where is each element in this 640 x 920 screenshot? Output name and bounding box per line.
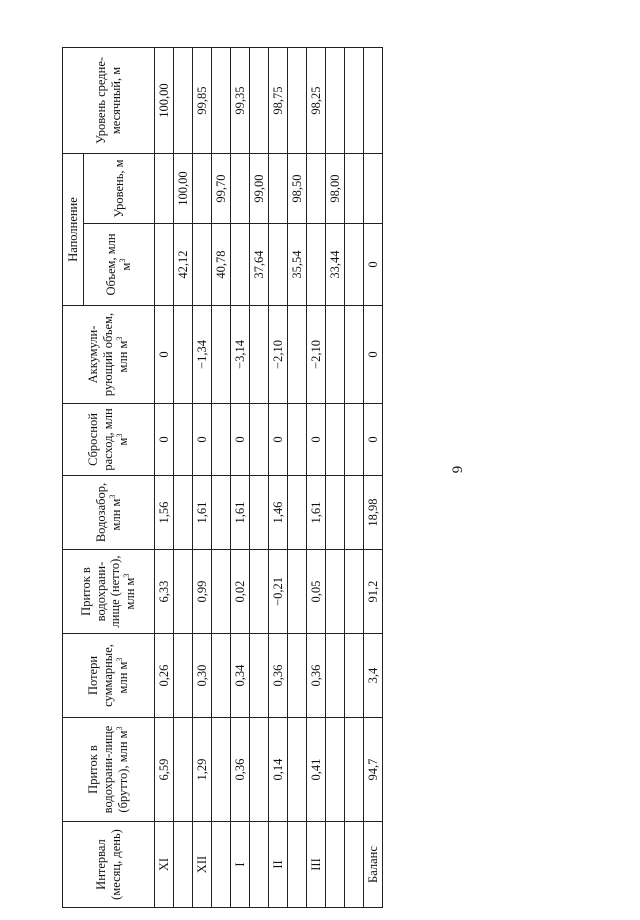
cell-volume: 40,78	[212, 224, 231, 306]
table-row	[307, 48, 326, 908]
cell-losses	[174, 634, 193, 718]
reservoir-balance-table	[62, 47, 383, 908]
header-interval: Интервал (месяц, день)	[63, 822, 155, 908]
cell-interval	[288, 822, 307, 908]
cell-accumulated: −3,14	[231, 306, 250, 404]
cell-level	[155, 154, 174, 224]
cell-volume	[155, 224, 174, 306]
header-losses: Потери суммарные, млн $м^3$	[63, 634, 155, 718]
cell-level: 100,00	[174, 154, 193, 224]
cell-accumulated	[288, 306, 307, 404]
table-row	[193, 48, 212, 908]
cell-losses: 3,4	[364, 634, 383, 718]
cell-discharge	[288, 404, 307, 476]
cell-level: 98,50	[288, 154, 307, 224]
cell-withdrawal: 1,61	[307, 476, 326, 550]
cell-accumulated	[174, 306, 193, 404]
table-row	[364, 48, 383, 908]
cell-inflow-gross	[250, 718, 269, 822]
cell-interval	[326, 822, 345, 908]
cell-volume: 0	[364, 224, 383, 306]
table-row	[250, 48, 269, 908]
cell-inflow-gross	[212, 718, 231, 822]
cell-withdrawal: 1,56	[155, 476, 174, 550]
cell-volume	[269, 224, 288, 306]
cell-withdrawal: 1,46	[269, 476, 288, 550]
cell-interval	[212, 822, 231, 908]
table-row	[326, 48, 345, 908]
cell-inflow-net: 91,2	[364, 550, 383, 634]
cell-level-avg	[250, 48, 269, 154]
cell-level-avg: 100,00	[155, 48, 174, 154]
cell-interval: III	[307, 822, 326, 908]
cell-volume	[231, 224, 250, 306]
cell-inflow-net: 0,99	[193, 550, 212, 634]
cell-accumulated: −2,10	[307, 306, 326, 404]
rotated-table-container	[62, 48, 380, 908]
cell-inflow-gross: 1,29	[193, 718, 212, 822]
cell-inflow-gross	[326, 718, 345, 822]
cell-losses	[212, 634, 231, 718]
cell-level-avg: 99,85	[193, 48, 212, 154]
cell-discharge: 0	[364, 404, 383, 476]
table-row	[212, 48, 231, 908]
cell-level	[231, 154, 250, 224]
table-row	[345, 48, 364, 908]
cell-withdrawal	[326, 476, 345, 550]
cell-discharge	[174, 404, 193, 476]
cell-accumulated: 0	[155, 306, 174, 404]
cell-level-avg	[212, 48, 231, 154]
cell-interval: II	[269, 822, 288, 908]
cell-inflow-net	[288, 550, 307, 634]
cell-level	[364, 154, 383, 224]
cell-level	[307, 154, 326, 224]
cell-level-avg: 99,35	[231, 48, 250, 154]
cell-withdrawal	[212, 476, 231, 550]
cell-level: 99,70	[212, 154, 231, 224]
header-inflow-net: Приток в водохрани-лище (нетто), млн $м^3$	[63, 550, 155, 634]
cell-volume	[307, 224, 326, 306]
cell-interval: XI	[155, 822, 174, 908]
header-level-avg: Уровень средне-месячный, м	[63, 48, 155, 154]
cell-level-avg	[345, 48, 364, 154]
cell-withdrawal: 1,61	[193, 476, 212, 550]
cell-level-avg	[364, 48, 383, 154]
header-inflow-gross: Приток в водохрани-лище (брутто), млн $м^3$	[63, 718, 155, 822]
cell-accumulated: 0	[364, 306, 383, 404]
cell-losses: 0,26	[155, 634, 174, 718]
cell-discharge	[326, 404, 345, 476]
cell-accumulated	[250, 306, 269, 404]
cell-discharge: 0	[307, 404, 326, 476]
table-row	[288, 48, 307, 908]
cell-inflow-gross: 94,7	[364, 718, 383, 822]
cell-withdrawal: 18,98	[364, 476, 383, 550]
table-body	[155, 48, 383, 908]
cell-discharge	[345, 404, 364, 476]
cell-withdrawal	[250, 476, 269, 550]
cell-inflow-net: −0,21	[269, 550, 288, 634]
cell-volume: 42,12	[174, 224, 193, 306]
cell-losses	[250, 634, 269, 718]
page-number: 6	[448, 465, 465, 474]
cell-interval	[250, 822, 269, 908]
cell-level-avg	[326, 48, 345, 154]
cell-discharge	[212, 404, 231, 476]
cell-level-avg: 98,25	[307, 48, 326, 154]
cell-inflow-net	[174, 550, 193, 634]
cell-inflow-gross	[345, 718, 364, 822]
cell-interval: I	[231, 822, 250, 908]
cell-losses: 0,30	[193, 634, 212, 718]
table-row	[231, 48, 250, 908]
cell-level	[193, 154, 212, 224]
cell-inflow-gross	[288, 718, 307, 822]
cell-losses: 0,36	[269, 634, 288, 718]
header-accumulated: Аккумули-рующий объем, млн $м^3$	[63, 306, 155, 404]
cell-withdrawal	[288, 476, 307, 550]
cell-inflow-net: 0,02	[231, 550, 250, 634]
cell-inflow-gross: 0,41	[307, 718, 326, 822]
header-filling-group: Наполнение	[63, 154, 84, 306]
table-row	[155, 48, 174, 908]
cell-volume	[193, 224, 212, 306]
cell-inflow-gross: 0,14	[269, 718, 288, 822]
cell-level: 98,00	[326, 154, 345, 224]
cell-level	[269, 154, 288, 224]
cell-losses	[326, 634, 345, 718]
cell-discharge	[250, 404, 269, 476]
header-discharge: Сбросной расход, млн $м^3$	[63, 404, 155, 476]
cell-accumulated	[212, 306, 231, 404]
cell-accumulated: −1,34	[193, 306, 212, 404]
cell-withdrawal	[174, 476, 193, 550]
table-row	[269, 48, 288, 908]
cell-volume: 35,54	[288, 224, 307, 306]
cell-inflow-gross	[174, 718, 193, 822]
cell-inflow-gross: 6,59	[155, 718, 174, 822]
cell-interval	[345, 822, 364, 908]
cell-discharge: 0	[269, 404, 288, 476]
cell-volume	[345, 224, 364, 306]
cell-losses: 0,34	[231, 634, 250, 718]
table-row	[174, 48, 193, 908]
cell-accumulated	[326, 306, 345, 404]
cell-inflow-net	[345, 550, 364, 634]
cell-inflow-net: 6,33	[155, 550, 174, 634]
cell-level-avg	[174, 48, 193, 154]
header-withdrawal: Водозабор, млн $м^3$	[63, 476, 155, 550]
cell-accumulated	[345, 306, 364, 404]
cell-discharge: 0	[193, 404, 212, 476]
cell-interval	[174, 822, 193, 908]
header-volume: Объем, млн $м^3$	[84, 224, 155, 306]
cell-losses	[345, 634, 364, 718]
cell-losses: 0,36	[307, 634, 326, 718]
cell-inflow-net	[250, 550, 269, 634]
cell-inflow-gross: 0,36	[231, 718, 250, 822]
cell-interval: Баланс	[364, 822, 383, 908]
cell-discharge: 0	[231, 404, 250, 476]
cell-level: 99,00	[250, 154, 269, 224]
header-level: Уровень, м	[84, 154, 155, 224]
cell-losses	[288, 634, 307, 718]
cell-withdrawal	[345, 476, 364, 550]
cell-accumulated: −2,10	[269, 306, 288, 404]
cell-inflow-net	[326, 550, 345, 634]
cell-volume: 37,64	[250, 224, 269, 306]
cell-interval: XII	[193, 822, 212, 908]
cell-level-avg	[288, 48, 307, 154]
cell-level	[345, 154, 364, 224]
cell-inflow-net	[212, 550, 231, 634]
cell-volume: 33,44	[326, 224, 345, 306]
cell-inflow-net: 0,05	[307, 550, 326, 634]
cell-discharge: 0	[155, 404, 174, 476]
cell-level-avg: 98,75	[269, 48, 288, 154]
cell-withdrawal: 1,61	[231, 476, 250, 550]
